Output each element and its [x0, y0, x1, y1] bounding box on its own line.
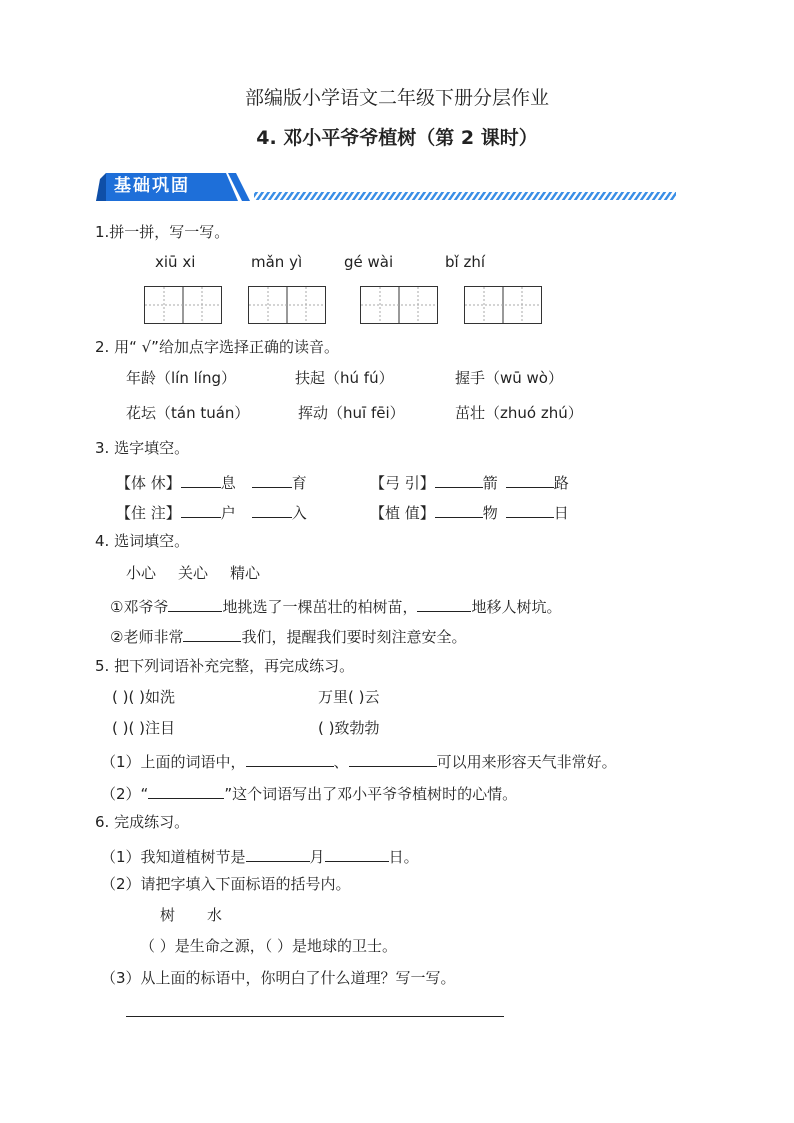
banner-label: 基础巩固: [114, 176, 190, 196]
q5-idiom[interactable]: ( )( )注目: [112, 719, 175, 737]
q4-prompt: 4. 选词填空。: [95, 532, 190, 550]
q1-pinyin-4: bǐ zhí: [445, 253, 486, 271]
q5-text: 、: [333, 753, 349, 771]
q1-pinyin-2: mǎn yì: [251, 253, 303, 271]
fill-blank[interactable]: [349, 752, 437, 767]
fill-blank[interactable]: [506, 503, 554, 518]
q4-sentence-2: [110, 627, 466, 645]
q2-item[interactable]: 花坛（tán tuán）: [126, 404, 250, 422]
series-title: 部编版小学语文二年级下册分层作业: [244, 87, 549, 109]
q2-item[interactable]: 年龄（lín líng）: [126, 369, 236, 387]
q6-sub2: （2）请把字填入下面标语的括号内。: [101, 875, 351, 893]
q1-prompt: 1.拼一拼，写一写。: [95, 223, 230, 241]
q6-sub3: （3）从上面的标语中，你明白了什么道理？写一写。: [101, 969, 456, 987]
q4-text: ②老师非常: [110, 628, 184, 646]
q3-choice-label: 【植 值】: [370, 504, 435, 522]
fill-blank[interactable]: [181, 503, 221, 518]
fill-blank[interactable]: [252, 503, 292, 518]
q5-sub1: [101, 752, 617, 770]
q6-prompt: 6. 完成练习。: [95, 813, 190, 831]
q3-word: 育: [291, 474, 307, 492]
fill-blank[interactable]: [506, 473, 554, 488]
q6-chars: [160, 908, 222, 923]
q3-word: 息: [220, 474, 236, 492]
q5-sub2: [101, 784, 517, 802]
q3-row2-left: [116, 503, 307, 521]
q1-pinyin-1: xiū xi: [155, 253, 196, 271]
q4-choice: 精心: [230, 564, 261, 582]
q6-char: 水: [207, 906, 223, 924]
q3-row2-right: [370, 503, 569, 521]
q3-word: 入: [291, 504, 307, 522]
writing-grid[interactable]: [360, 286, 438, 324]
q5-idiom[interactable]: ( )致勃勃: [318, 719, 380, 737]
q3-choice-label: 【弓 引】: [370, 474, 435, 492]
fill-blank[interactable]: [325, 847, 389, 862]
q5-text: （1）上面的词语中，: [101, 753, 246, 771]
fill-blank[interactable]: [246, 752, 334, 767]
q5-text: （2）“: [101, 785, 149, 803]
fill-blank[interactable]: [435, 473, 483, 488]
q2-prompt: 2. 用“ √”给加点字选择正确的读音。: [95, 338, 339, 356]
answer-line[interactable]: [126, 1016, 504, 1017]
q5-idiom[interactable]: 万里( )云: [318, 688, 380, 706]
q3-row1-left: [116, 473, 307, 491]
q2-item[interactable]: 握手（wū wò）: [455, 369, 563, 387]
fill-blank[interactable]: [252, 473, 292, 488]
q4-text: 我们，提醒我们要时刻注意安全。: [241, 628, 467, 646]
q6-sub1: [101, 847, 419, 865]
q3-prompt: 3. 选字填空。: [95, 439, 190, 457]
q3-choice-label: 【体 休】: [116, 474, 181, 492]
q3-word: 路: [553, 474, 569, 492]
q4-choice: 小心: [126, 564, 157, 582]
q3-word: 物: [482, 504, 498, 522]
q3-row1-right: [370, 473, 569, 491]
q5-text: ”这个词语写出了邓小平爷爷植树时的心情。: [224, 785, 518, 803]
q1-pinyin-3: gé wài: [344, 253, 394, 271]
fill-blank[interactable]: [168, 597, 222, 612]
fill-blank[interactable]: [181, 473, 221, 488]
fill-blank[interactable]: [183, 627, 241, 642]
q3-choice-label: 【住 注】: [116, 504, 181, 522]
writing-grid[interactable]: [248, 286, 326, 324]
q2-item[interactable]: 茁壮（zhuó zhú）: [455, 404, 583, 422]
q4-choice: 关心: [178, 564, 209, 582]
writing-grid[interactable]: [144, 286, 222, 324]
q4-text: 地挑选了一棵茁壮的柏树苗，: [222, 598, 418, 616]
q4-sentence-1: [110, 597, 561, 615]
q5-idiom[interactable]: ( )( )如洗: [112, 688, 175, 706]
q3-word: 箭: [482, 474, 498, 492]
q3-word: 户: [220, 504, 236, 522]
q6-slogan[interactable]: （ ）是生命之源，（ ）是地球的卫士。: [140, 937, 398, 955]
q6-text: （1）我知道植树节是: [101, 848, 246, 866]
q5-prompt: 5. 把下列词语补充完整，再完成练习。: [95, 657, 355, 675]
q2-item[interactable]: 扶起（hú fú）: [295, 369, 394, 387]
fill-blank[interactable]: [148, 784, 224, 799]
q2-item[interactable]: 挥动（huī fēi）: [298, 404, 405, 422]
q4-choices: [126, 566, 260, 581]
fill-blank[interactable]: [435, 503, 483, 518]
q6-text: 日。: [388, 848, 419, 866]
section-banner: [96, 171, 676, 203]
q6-text: 月: [309, 848, 325, 866]
lesson-title: 4. 邓小平爷爷植树（第 2 课时）: [256, 127, 538, 149]
q4-text: 地移人树坑。: [471, 598, 562, 616]
q4-text: ①邓爷爷: [110, 598, 169, 616]
writing-grid[interactable]: [464, 286, 542, 324]
fill-blank[interactable]: [246, 847, 310, 862]
fill-blank[interactable]: [417, 597, 471, 612]
q5-text: 可以用来形容天气非常好。: [436, 753, 617, 771]
q6-char: 树: [160, 906, 176, 924]
q3-word: 日: [553, 504, 569, 522]
